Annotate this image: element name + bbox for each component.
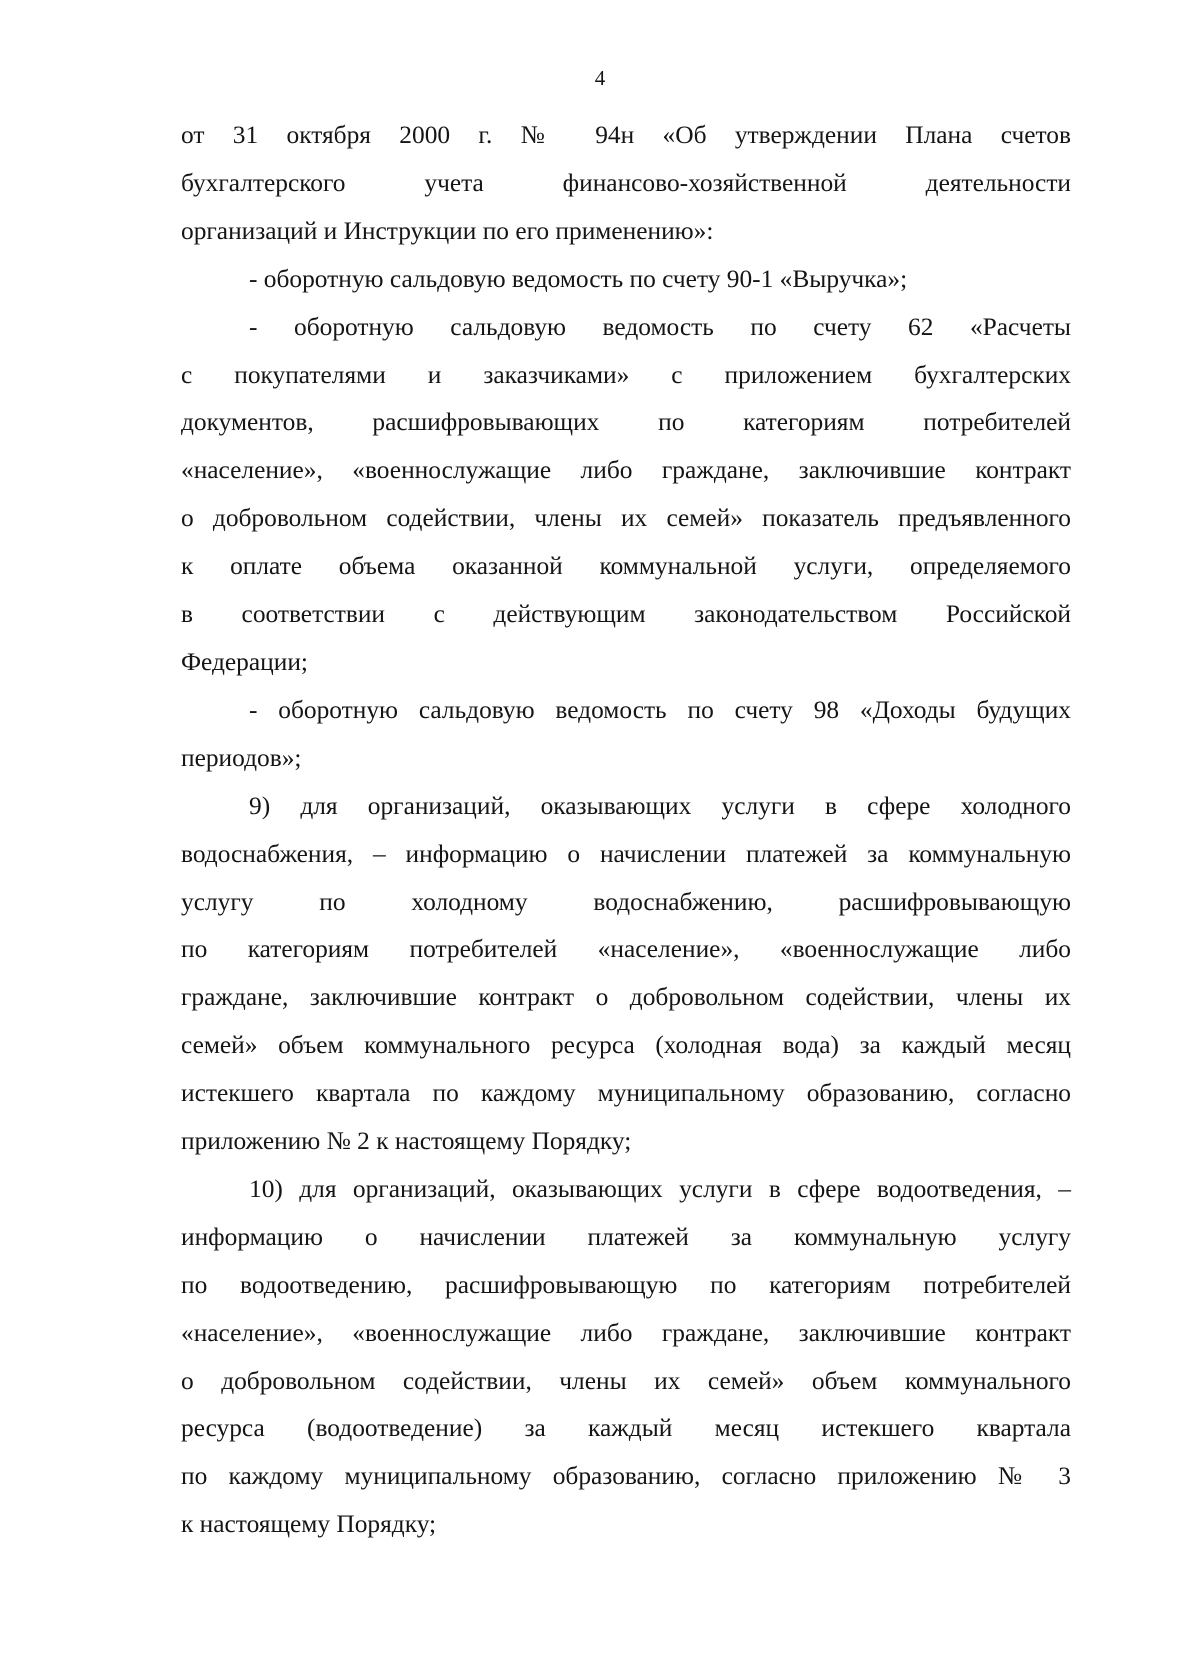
text-line: ресурса (водоотведение) за каждый месяц истекшего квартала <box>181 1414 1071 1443</box>
text-line: организаций и Инструкции по его применению»: <box>181 216 714 245</box>
paragraph-revenue-statement <box>181 256 1071 304</box>
text-line: семей» объем коммунального ресурса (холодная вода) за каждый месяц <box>181 1031 1071 1060</box>
paragraph-settlements-statement <box>181 304 1071 687</box>
text-line: - оборотную сальдовую ведомость по счету 98 «Доходы будущих <box>249 695 1071 724</box>
text-line: о добровольном содействии, члены их семей» объем коммунального <box>181 1366 1071 1395</box>
text-line: 9) для организаций, оказывающих услуги в сфере холодного <box>249 791 1071 820</box>
text-line: к настоящему Порядку; <box>181 1510 437 1539</box>
text-line: «население», «военнослужащие либо граждане, заключившие контракт <box>181 1318 1071 1347</box>
text-line: к оплате объема оказанной коммунальной услуги, определяемого <box>181 552 1071 581</box>
text-line: приложению № 2 к настоящему Порядку; <box>181 1127 632 1156</box>
text-line: - оборотную сальдовую ведомость по счету 90-1 «Выручка»; <box>249 264 908 293</box>
text-line: документов, расшифровывающих по категориям потребителей <box>181 408 1071 437</box>
text-line: водоснабжения, – информацию о начислении платежей за коммунальную <box>181 839 1071 868</box>
text-line: информацию о начислении платежей за коммунальную услугу <box>181 1222 1071 1251</box>
text-line: «население», «военнослужащие либо граждане, заключившие контракт <box>181 456 1071 485</box>
text-line: бухгалтерского учета финансово-хозяйственной деятельности <box>181 168 1071 197</box>
text-line: о добровольном содействии, члены их семей» показатель предъявленного <box>181 504 1071 533</box>
text-line: граждане, заключившие контракт о добровольном содействии, члены их <box>181 983 1071 1012</box>
text-line: - оборотную сальдовую ведомость по счету 62 «Расчеты <box>249 312 1071 341</box>
text-line: услугу по холодному водоснабжению, расшифровывающую <box>181 887 1071 916</box>
paragraph-order-reference <box>181 112 1071 256</box>
text-line: от 31 октября 2000 г. № 94н «Об утверждении Плана счетов <box>181 121 1071 149</box>
text-line: 10) для организаций, оказывающих услуги в сфере водоотведения, – <box>249 1174 1071 1203</box>
page-number: 4 <box>594 66 606 90</box>
paragraph-item-10-wastewater <box>181 1166 1071 1549</box>
text-line: в соответствии с действующим законодательством Российской <box>181 600 1071 629</box>
paragraph-item-9-cold-water <box>181 783 1071 1166</box>
text-line: по категориям потребителей «население», «военнослужащие либо <box>181 935 1071 964</box>
text-line: истекшего квартала по каждому муниципальному образованию, согласно <box>181 1079 1071 1108</box>
text-line: с покупателями и заказчиками» с приложением бухгалтерских <box>181 360 1071 389</box>
text-line: Федерации; <box>181 647 308 676</box>
text-line: периодов»; <box>181 743 302 772</box>
document-body <box>181 112 1071 1549</box>
text-line: по водоотведению, расшифровывающую по категориям потребителей <box>181 1270 1071 1299</box>
text-line: по каждому муниципальному образованию, согласно приложению № 3 <box>181 1462 1071 1491</box>
paragraph-future-income-statement <box>181 687 1071 783</box>
